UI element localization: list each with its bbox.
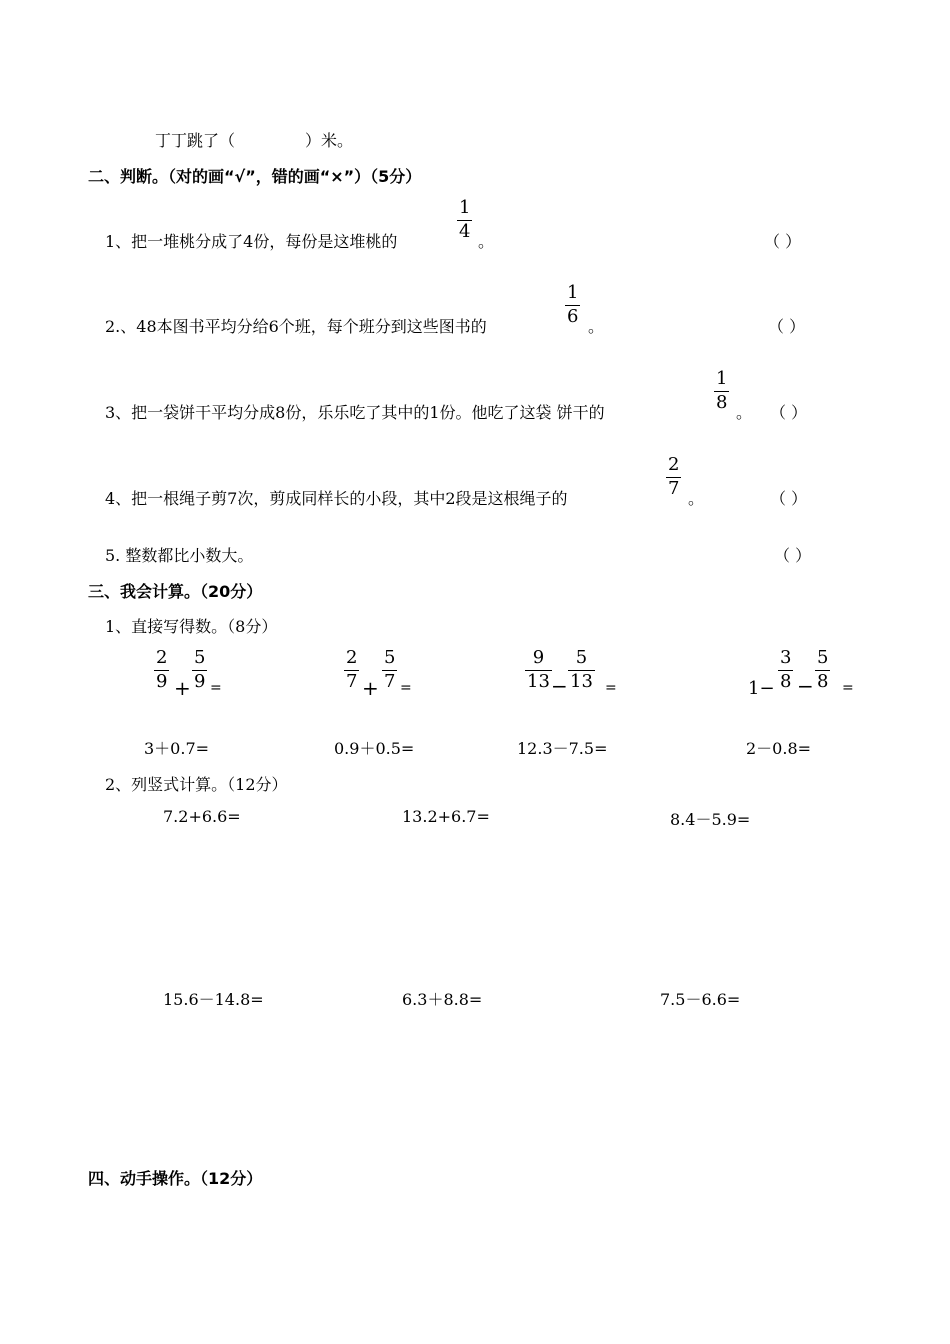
calc-1-fraction-a bbox=[154, 648, 169, 692]
decimal-problem-4: 2－0.8= bbox=[746, 739, 812, 758]
calc-3-equals: = bbox=[605, 680, 617, 696]
sub2-heading: 2、列竖式计算。（12分） bbox=[105, 775, 288, 794]
judge-item-1-tail: 。 bbox=[478, 232, 495, 251]
fraction-denominator: 9 bbox=[156, 671, 168, 692]
decimal-problem-3: 12.3－7.5= bbox=[517, 739, 608, 758]
fraction-denominator: 4 bbox=[459, 221, 471, 242]
judge-item-3-answer[interactable]: （ ） bbox=[770, 403, 808, 422]
calc-4-lead: 1− bbox=[748, 678, 775, 699]
judge-item-5-text: 5. 整数都比小数大。 bbox=[105, 546, 254, 565]
judge-item-4-fraction bbox=[666, 455, 681, 499]
judge-item-5-answer[interactable]: （ ） bbox=[774, 546, 812, 565]
judge-item-4-tail: 。 bbox=[688, 489, 705, 508]
fraction-numerator: 2 bbox=[156, 647, 168, 668]
judge-item-3-tail: 。 bbox=[736, 403, 753, 422]
top-line bbox=[155, 128, 353, 151]
calc-4-operator: − bbox=[797, 674, 814, 698]
fraction-denominator: 6 bbox=[567, 306, 579, 327]
calc-3-operator: − bbox=[551, 674, 568, 698]
judge-item-4-answer[interactable]: （ ） bbox=[770, 489, 808, 508]
fraction-denominator: 7 bbox=[668, 478, 680, 499]
decimal-problem-1: 3＋0.7= bbox=[144, 739, 210, 758]
vertical-problem-3: 8.4－5.9= bbox=[670, 810, 751, 829]
vertical-problem-2: 13.2+6.7= bbox=[402, 807, 490, 826]
vertical-problem-6: 7.5－6.6= bbox=[660, 990, 741, 1009]
calc-1-operator: + bbox=[174, 676, 191, 700]
calc-3-fraction-a bbox=[525, 648, 552, 692]
judge-item-1-fraction bbox=[457, 198, 472, 242]
fraction-denominator: 13 bbox=[570, 671, 593, 692]
fraction-numerator: 1 bbox=[567, 282, 579, 303]
calc-4-fraction-a bbox=[778, 648, 793, 692]
fraction-denominator: 7 bbox=[384, 671, 396, 692]
fraction-numerator: 5 bbox=[384, 647, 396, 668]
judge-item-3-text: 3、把一袋饼干平均分成8份，乐乐吃了其中的1份。他吃了这袋 饼干的 bbox=[105, 403, 605, 422]
judge-item-3-fraction bbox=[714, 369, 729, 413]
judge-item-1-answer[interactable]: （ ） bbox=[764, 232, 802, 251]
fraction-numerator: 2 bbox=[346, 647, 358, 668]
section4-heading: 四、动手操作。（12分） bbox=[88, 1169, 263, 1188]
calc-1-fraction-b bbox=[192, 648, 207, 692]
calc-4-fraction-b bbox=[815, 648, 830, 692]
calc-1-equals: = bbox=[210, 680, 222, 696]
fraction-denominator: 9 bbox=[194, 671, 206, 692]
calc-2-equals: = bbox=[400, 680, 412, 696]
decimal-problem-2: 0.9＋0.5= bbox=[334, 739, 415, 758]
fraction-numerator: 1 bbox=[716, 368, 728, 389]
judge-item-4-text: 4、把一根绳子剪7次，剪成同样长的小段，其中2段是这根绳子的 bbox=[105, 489, 568, 508]
calc-2-fraction-a bbox=[344, 648, 359, 692]
calc-2-operator: + bbox=[362, 676, 379, 700]
top-line-prefix: 丁丁跳了（ bbox=[155, 131, 236, 150]
judge-item-2-fraction bbox=[565, 283, 580, 327]
judge-item-1-text: 1、把一堆桃分成了4份，每份是这堆桃的 bbox=[105, 232, 398, 251]
fraction-denominator: 8 bbox=[817, 671, 829, 692]
vertical-problem-1: 7.2+6.6= bbox=[163, 807, 241, 826]
calc-2-fraction-b bbox=[382, 648, 397, 692]
fraction-numerator: 9 bbox=[532, 647, 545, 668]
top-line-suffix: ）米。 bbox=[305, 131, 354, 150]
fraction-numerator: 2 bbox=[668, 454, 680, 475]
judge-item-2-text: 2.、48本图书平均分给6个班，每个班分到这些图书的 bbox=[105, 317, 487, 336]
judge-item-2-answer[interactable]: （ ） bbox=[768, 317, 806, 336]
fraction-numerator: 5 bbox=[575, 647, 588, 668]
judge-item-2-tail: 。 bbox=[588, 317, 605, 336]
fraction-numerator: 1 bbox=[459, 197, 471, 218]
calc-4-equals: = bbox=[842, 680, 854, 696]
vertical-problem-4: 15.6－14.8= bbox=[163, 990, 264, 1009]
calc-3-fraction-b bbox=[568, 648, 595, 692]
section3-heading: 三、我会计算。（20分） bbox=[88, 582, 263, 601]
section2-heading: 二、判断。（对的画“√”，错的画“×”）（5分） bbox=[88, 167, 422, 186]
fraction-denominator: 7 bbox=[346, 671, 358, 692]
fraction-denominator: 13 bbox=[527, 671, 550, 692]
fraction-numerator: 3 bbox=[780, 647, 792, 668]
fraction-denominator: 8 bbox=[780, 671, 792, 692]
fraction-denominator: 8 bbox=[716, 392, 728, 413]
fraction-numerator: 5 bbox=[817, 647, 829, 668]
sub1-heading: 1、直接写得数。（8分） bbox=[105, 617, 278, 636]
vertical-problem-5: 6.3＋8.8= bbox=[402, 990, 483, 1009]
fraction-numerator: 5 bbox=[194, 647, 206, 668]
